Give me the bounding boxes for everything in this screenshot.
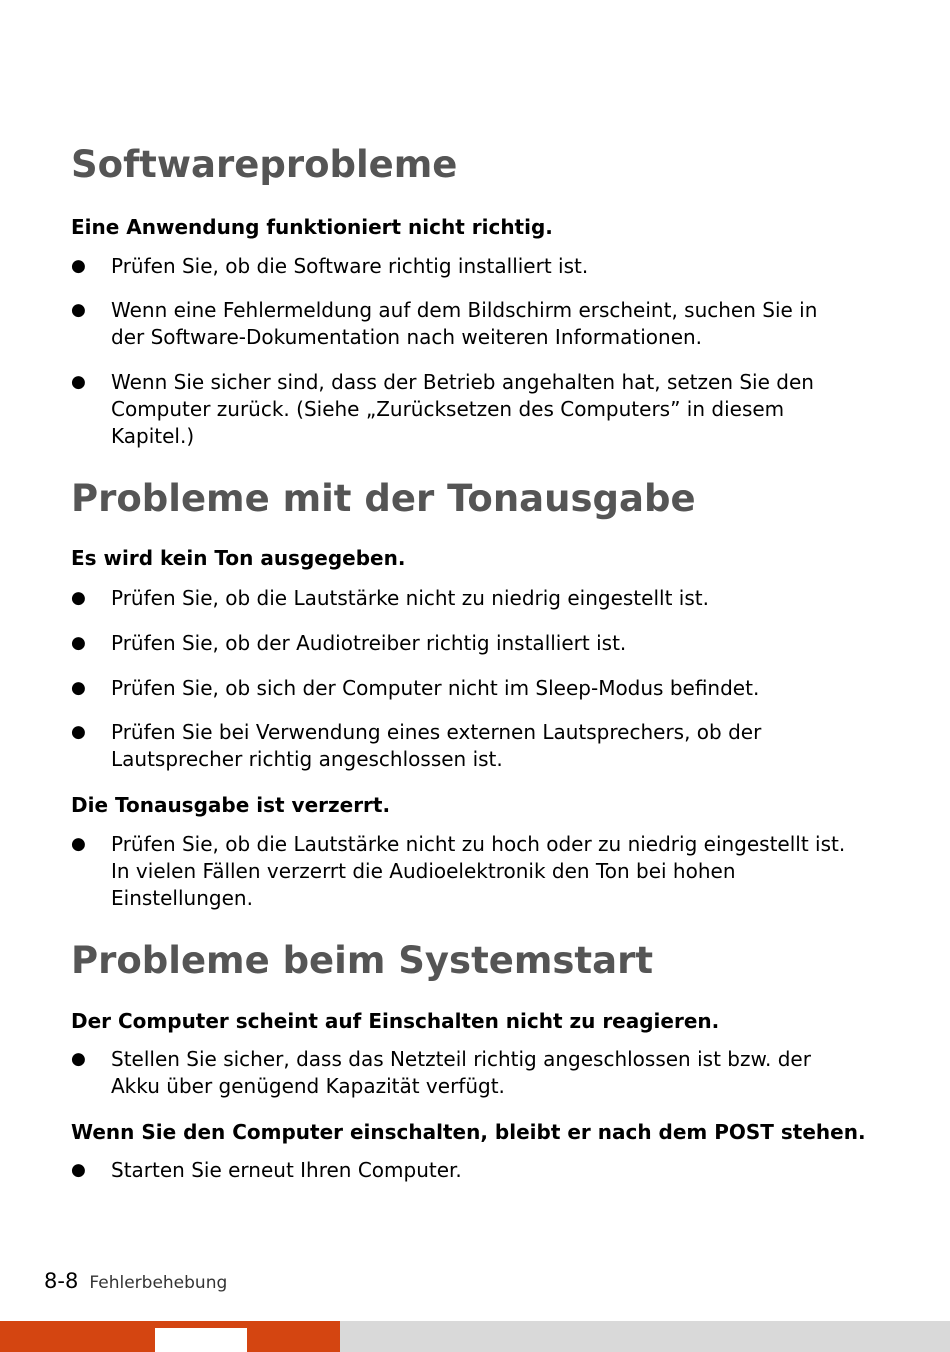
- bullet-icon: ●: [71, 834, 86, 854]
- list-item: [71, 297, 891, 351]
- list-item-text: Starten Sie erneut Ihren Computer.: [111, 1158, 462, 1182]
- list-item: [71, 675, 891, 702]
- list-item-text: Prüfen Sie, ob sich der Computer nicht im Sleep-Modus befindet.: [111, 676, 760, 700]
- list-item: [71, 831, 891, 912]
- page-footer: [44, 1266, 227, 1298]
- problem-heading: Die Tonausgabe ist verzerrt.: [71, 793, 391, 817]
- list-item-text: Prüfen Sie, ob die Software richtig installiert ist.: [111, 254, 589, 278]
- bullet-icon: ●: [71, 633, 86, 653]
- list-item-text: Prüfen Sie, ob die Lautstärke nicht zu niedrig eingestellt ist.: [111, 586, 709, 610]
- page-number: 8-8: [44, 1269, 79, 1293]
- list-item-text: Prüfen Sie bei Verwendung eines externen Lautsprechers, ob der Lautsprecher richtig angeschlossen ist.: [111, 720, 762, 771]
- list-item: [71, 1046, 891, 1100]
- bullet-icon: ●: [71, 678, 86, 698]
- chapter-name: Fehlerbehebung: [89, 1273, 228, 1293]
- footer-bar: [0, 1321, 950, 1352]
- bullet-icon: ●: [71, 1049, 86, 1069]
- list-item: [71, 585, 891, 612]
- list-item: [71, 369, 891, 450]
- bullet-icon: ●: [71, 722, 86, 742]
- list-item: [71, 253, 891, 280]
- section-title-software: Softwareprobleme: [71, 143, 458, 186]
- list-item-text: Stellen Sie sicher, dass das Netzteil richtig angeschlossen ist bzw. der Akku über genügend Kapazität verfügt.: [111, 1047, 811, 1098]
- bullet-icon: ●: [71, 588, 86, 608]
- list-item: [71, 719, 891, 773]
- list-item: [71, 1157, 891, 1184]
- list-item-text: Wenn eine Fehlermeldung auf dem Bildschirm erscheint, suchen Sie in der Software-Dokumentation nach weiteren Informationen.: [111, 298, 818, 349]
- section-title-sound: Probleme mit der Tonausgabe: [71, 477, 696, 520]
- bullet-icon: ●: [71, 256, 86, 276]
- list-item-text: Prüfen Sie, ob die Lautstärke nicht zu hoch oder zu niedrig eingestellt ist. In vielen Fällen verzerrt die Audioelektronik den Ton bei hohen Einstellungen.: [111, 832, 846, 910]
- bullet-icon: ●: [71, 372, 86, 392]
- list-item-text: Wenn Sie sicher sind, dass der Betrieb angehalten hat, setzen Sie den Computer zurück. (Siehe „Zurücksetzen des Computers” in diesem Kapitel.): [111, 370, 814, 448]
- bullet-icon: ●: [71, 1160, 86, 1180]
- footer-bar-gap: [155, 1328, 247, 1352]
- list-item-text: Prüfen Sie, ob der Audiotreiber richtig installiert ist.: [111, 631, 627, 655]
- problem-heading: Wenn Sie den Computer einschalten, bleibt er nach dem POST stehen.: [71, 1120, 866, 1144]
- problem-heading: Eine Anwendung funktioniert nicht richtig.: [71, 215, 553, 239]
- problem-heading: Es wird kein Ton ausgegeben.: [71, 546, 406, 570]
- bullet-icon: ●: [71, 300, 86, 320]
- section-title-startup: Probleme beim Systemstart: [71, 939, 654, 982]
- problem-heading: Der Computer scheint auf Einschalten nicht zu reagieren.: [71, 1009, 720, 1033]
- list-item: [71, 630, 891, 657]
